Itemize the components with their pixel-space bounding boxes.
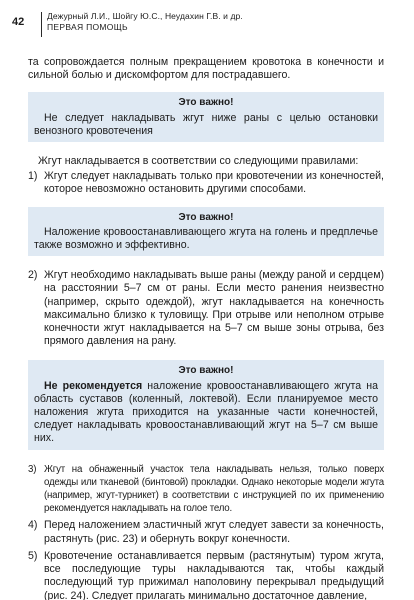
- list-item-5: [28, 550, 384, 600]
- list-item-text: Перед наложением эластичный жгут следует завести за конечность, растянуть (рис. 23) и обернуть вокруг конечности.: [44, 519, 384, 545]
- list-item-text: Жгут следует накладывать только при кровотечении из конечностей, которое невозможно остановить другими способами.: [44, 170, 384, 196]
- list-item-text: Жгут на обнаженный участок тела накладывать нельзя, только поверх одежды или тканевой (бинтовой) прокладки. Однако некоторые модели жгута (например, жгут-турникет) в соответствии с инструкцией по их применению рекомендуется накладывать на голое тело.: [44, 463, 384, 515]
- important-box-text: Наложение кровоостанавливающего жгута на голень и предплечье также возможно и эффективно.: [34, 225, 378, 252]
- important-box-title: Это важно!: [178, 211, 234, 223]
- list-item-1: [28, 170, 384, 196]
- important-box-text: Не следует накладывать жгут ниже раны с целью остановки венозного кровотечения: [34, 111, 378, 137]
- list-item-2: [28, 269, 384, 348]
- page-number: 42: [12, 16, 25, 28]
- header-book-title: ПЕРВАЯ ПОМОЩЬ: [47, 22, 128, 32]
- important-box-3: [28, 360, 384, 449]
- list-item-number: 1): [28, 170, 38, 183]
- important-box-title: Это важно!: [178, 97, 234, 109]
- list-item-number: 3): [28, 463, 37, 475]
- page-header: [12, 12, 406, 36]
- important-box-2: [28, 207, 384, 257]
- header-divider: [41, 12, 42, 37]
- list-item-number: 4): [28, 519, 38, 532]
- emphasis-text: Не рекомендуется: [44, 379, 143, 392]
- important-box-text: [34, 380, 378, 446]
- intro-paragraph: та сопровождается полным прекращением кровотока в конечности и сильной болью и дискомфортом для пострадавшего.: [28, 56, 384, 82]
- list-item-text: Жгут необходимо накладывать выше раны (между раной и сердцем) на расстоянии 5–7 см от раны. Если место ранения неизвестно (например, скрыто одеждой), жгут накладывается на конечность максимально близко к туловищу. При отрыве или неполном отрыве конечности жгут накладывается на 5–7 см выше зоны отрыва, без прямого давления на рану.: [44, 269, 384, 348]
- important-box-title: Это важно!: [178, 365, 234, 377]
- list-item-number: 5): [28, 549, 38, 562]
- list-item-3: [28, 463, 384, 516]
- important-box-1: [28, 92, 384, 142]
- list-item-text: Кровотечение останавливается первым (растянутым) туром жгута, все последующие туры накладываются так, чтобы каждый последующий тур прижимал наполовину перекрывал предыдущий (рис. 24). Следует прилагать минимально достаточное давление,: [44, 549, 384, 600]
- important-box-body: наложение кровоостанавливающего жгута на область суставов (коленный, локтевой). Если планируемое место наложения жгута приходится на указанные части конечностей, следует накладывать кровоостанавливающий жгут на 5–7 см выше них.: [34, 379, 379, 445]
- header-authors: Дежурный Л.И., Шойгу Ю.С., Неудахин Г.В. и др.: [47, 11, 243, 21]
- list-item-4: [28, 519, 384, 545]
- page-body: [28, 56, 384, 600]
- rules-lead: Жгут накладывается в соответствии со следующими правилами:: [38, 155, 359, 168]
- list-item-number: 2): [28, 269, 38, 282]
